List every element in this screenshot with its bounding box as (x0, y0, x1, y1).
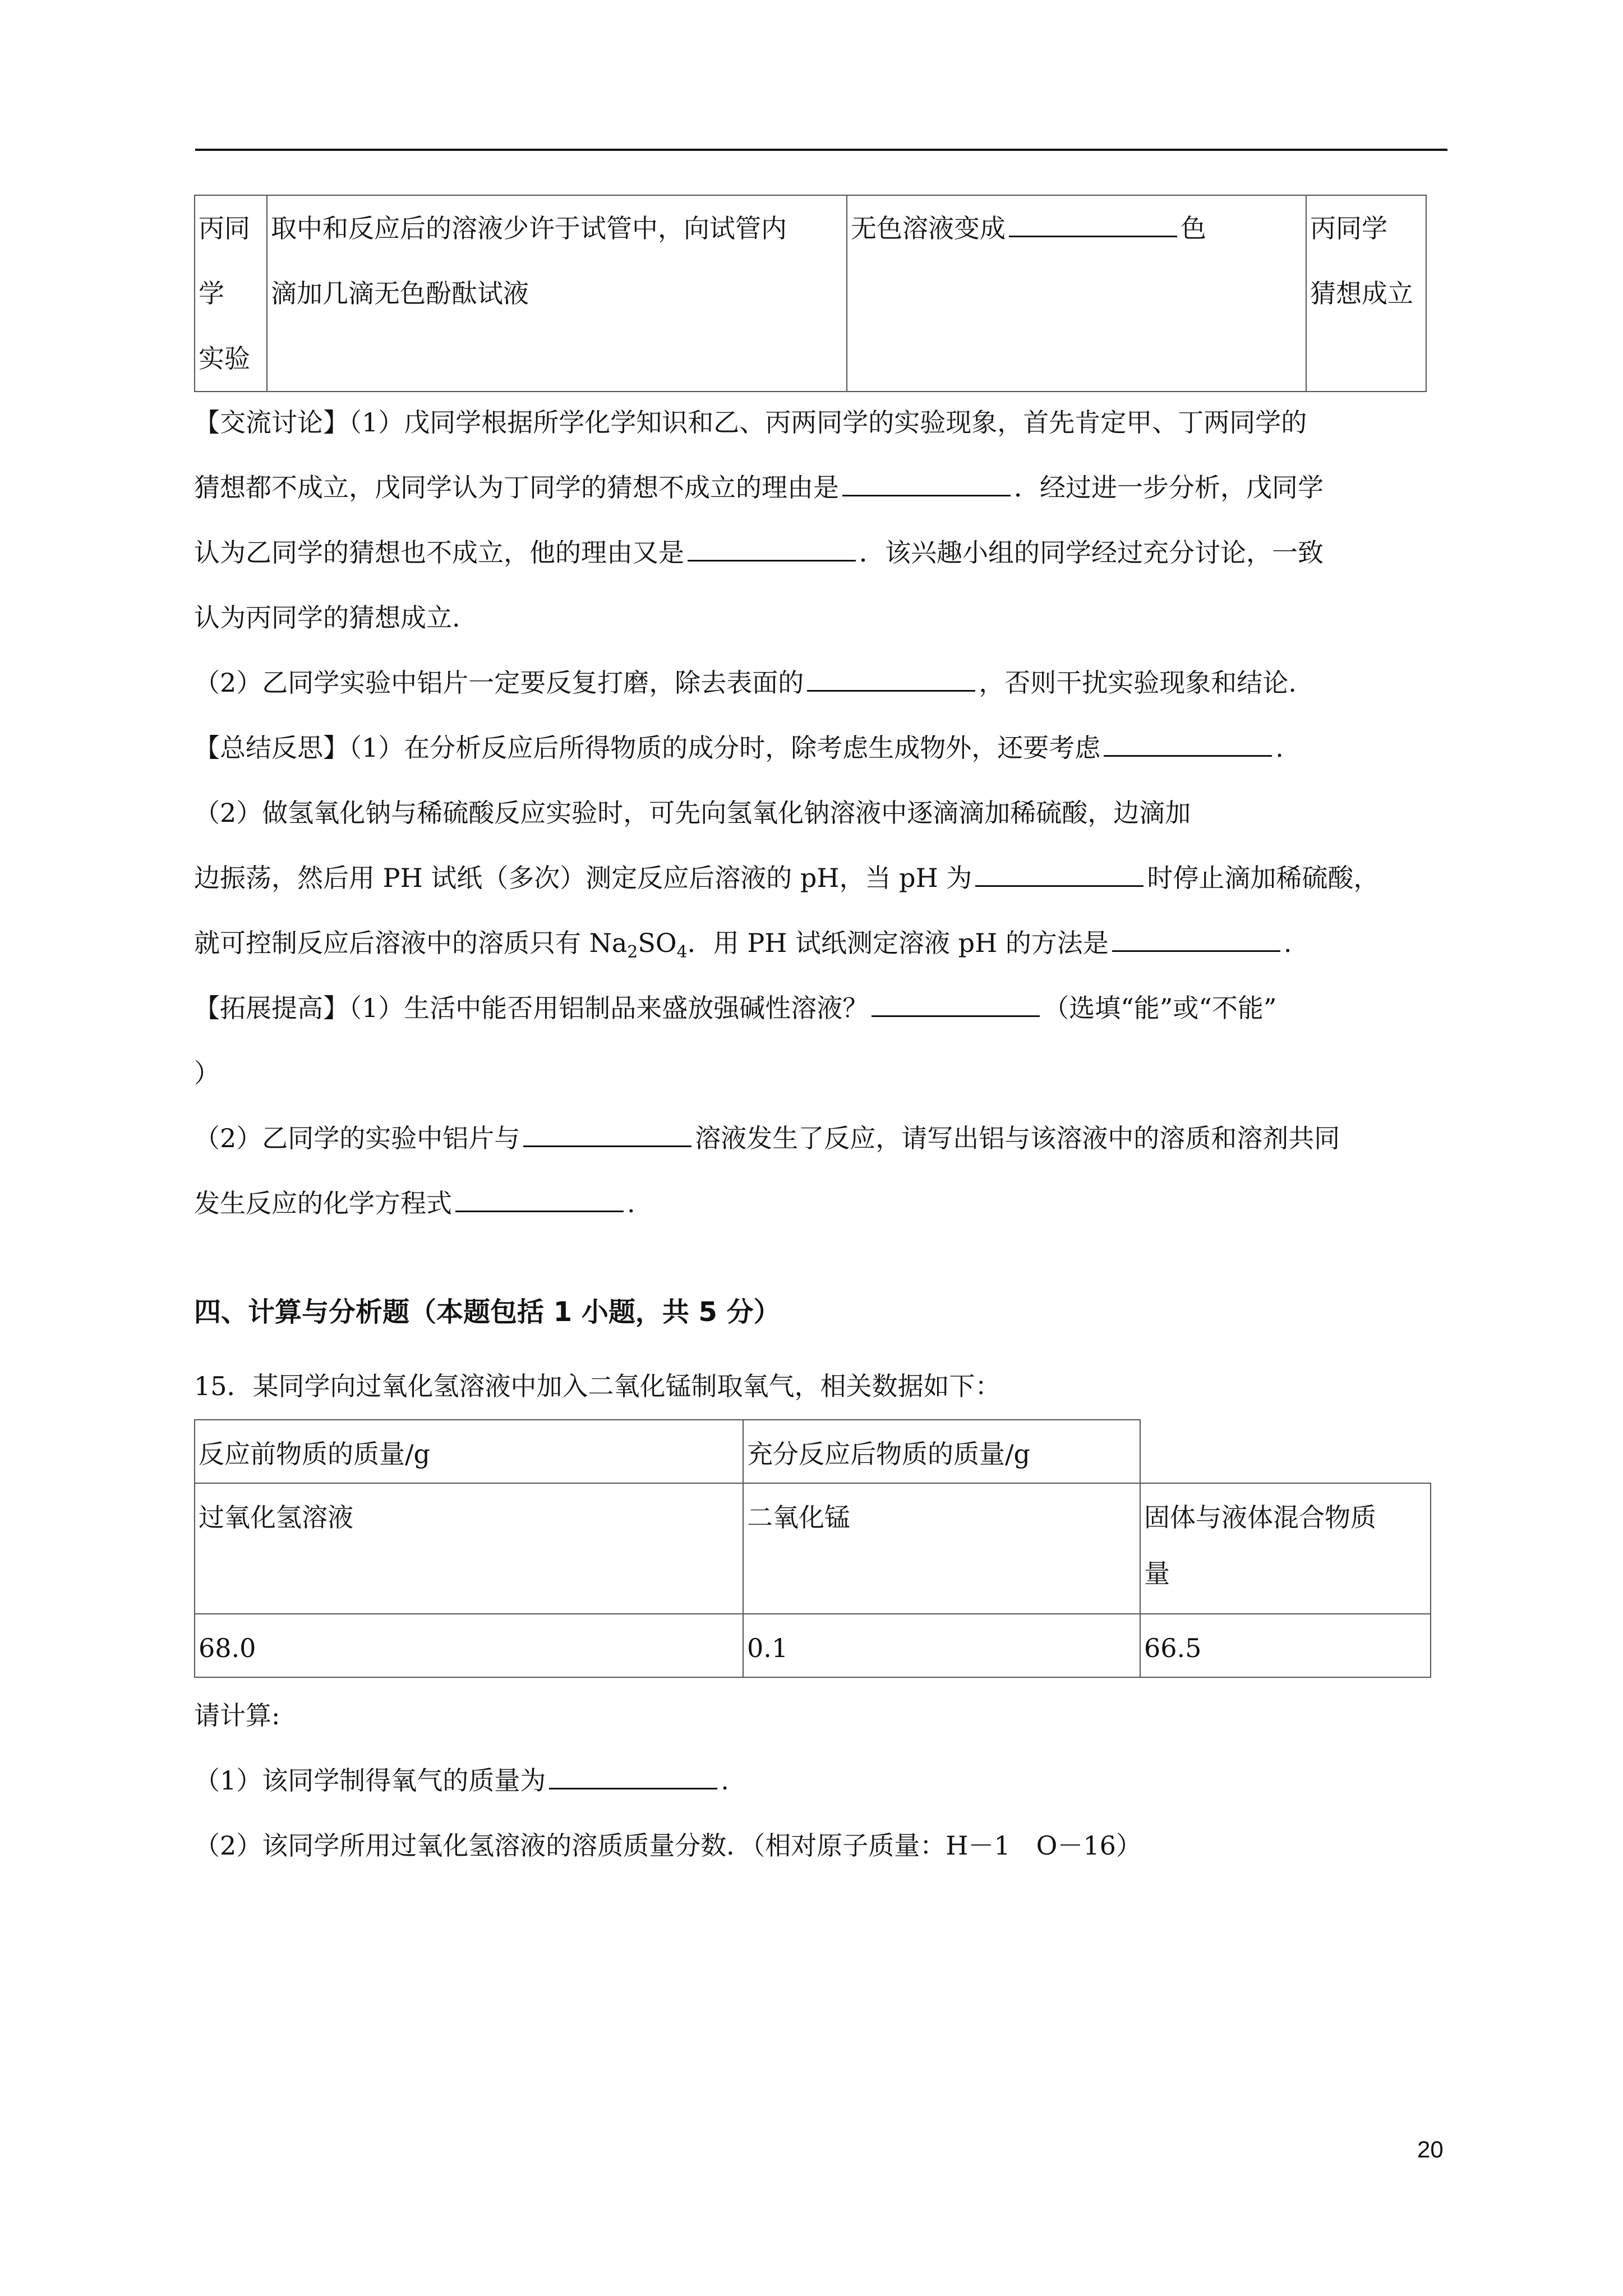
answer-blank[interactable] (1104, 733, 1272, 757)
answer-blank[interactable] (549, 1765, 717, 1789)
table-header-cell: 反应前物质的质量/g (194, 1419, 744, 1484)
header-rule (195, 149, 1447, 151)
experiment-table (194, 195, 1427, 392)
answer-blank[interactable] (1009, 213, 1177, 237)
table-cell: 二氧化锰 (743, 1483, 1141, 1614)
data-table (194, 1419, 1433, 1683)
answer-blank[interactable] (1112, 928, 1280, 952)
table-cell: 66.5 (1140, 1613, 1431, 1678)
answer-blank[interactable] (842, 472, 1011, 496)
discussion-section: 【交流讨论】（1）戊同学根据所学化学知识和乙、丙两同学的实验现象，首先肯定甲、丁两同学的 猜想都不成立，戊同学认为丁同学的猜想不成立的理由是 ．经过进一步分析，戊同学 认为乙同学的猜想也不成立，他的理由又是 ．该兴趣小组的同学经过充分讨论，一致 认为丙同学的猜想成立. （2）乙同学实验中铝片一定要反复打磨，除去表面的 ，否则干扰实验现象和结论. (194, 407, 1324, 698)
answer-blank[interactable] (807, 668, 975, 692)
answer-blank[interactable] (872, 993, 1040, 1017)
table-cell: 取中和反应后的溶液少许于试管中，向试管内 滴加几滴无色酚酞试液 (267, 195, 847, 392)
table-cell: 过氧化氢溶液 (194, 1483, 744, 1614)
answer-blank[interactable] (688, 537, 856, 562)
answer-blank[interactable] (455, 1188, 624, 1212)
section-title: 四、计算与分析题（本题包括 1 小题，共 5 分） (194, 1296, 781, 1328)
table-header-cell: 充分反应后物质的质量/g (743, 1419, 1141, 1484)
table-cell: 无色溶液变成 色 (847, 195, 1306, 392)
table-cell: 固体与液体混合物质 量 (1140, 1483, 1431, 1614)
extend-section: 【拓展提高】（1）生活中能否用铝制品来盛放强碱性溶液？ （选填“能”或“不能” ） （2）乙同学的实验中铝片与 溶液发生了反应，请写出铝与该溶液中的溶质和溶剂共同 发生反应的化学方程式 . (194, 993, 1340, 1218)
table-row (195, 195, 1426, 392)
answer-blank[interactable] (523, 1123, 691, 1147)
page-number: 20 (1417, 2136, 1444, 2162)
table-cell: 丙同学 猜想成立 (1306, 195, 1426, 392)
question-text: 15．某同学向过氧化氢溶液中加入二氧化锰制取氧气，相关数据如下： (194, 1371, 1001, 1401)
table-cell: 0.1 (743, 1613, 1141, 1678)
summary-section: 【总结反思】（1）在分析反应后所得物质的成分时，除考虑生成物外，还要考虑 . （2）做氢氧化钠与稀硫酸反应实验时，可先向氢氧化钠溶液中逐滴滴加稀硫酸，边滴加 边振荡，然后用 PH 试纸（多次）测定反应后溶液的 pH，当 pH 为 时停止滴加稀硫酸， 就可控制反应后溶液中的溶质只有 $Na_2SO_4$．用 PH 试纸测定溶液 pH 的方法是 . (194, 733, 1380, 963)
table-cell: 68.0 (194, 1613, 744, 1678)
table-cell: 丙同 学 实验 (195, 195, 267, 392)
answer-blank[interactable] (975, 863, 1144, 887)
calc-section: 请计算: （1）该同学制得氧气的质量为 . （2）该同学所用过氧化氢溶液的溶质质量分数．（相对原子质量：H－1 O－16） (194, 1700, 1142, 1861)
